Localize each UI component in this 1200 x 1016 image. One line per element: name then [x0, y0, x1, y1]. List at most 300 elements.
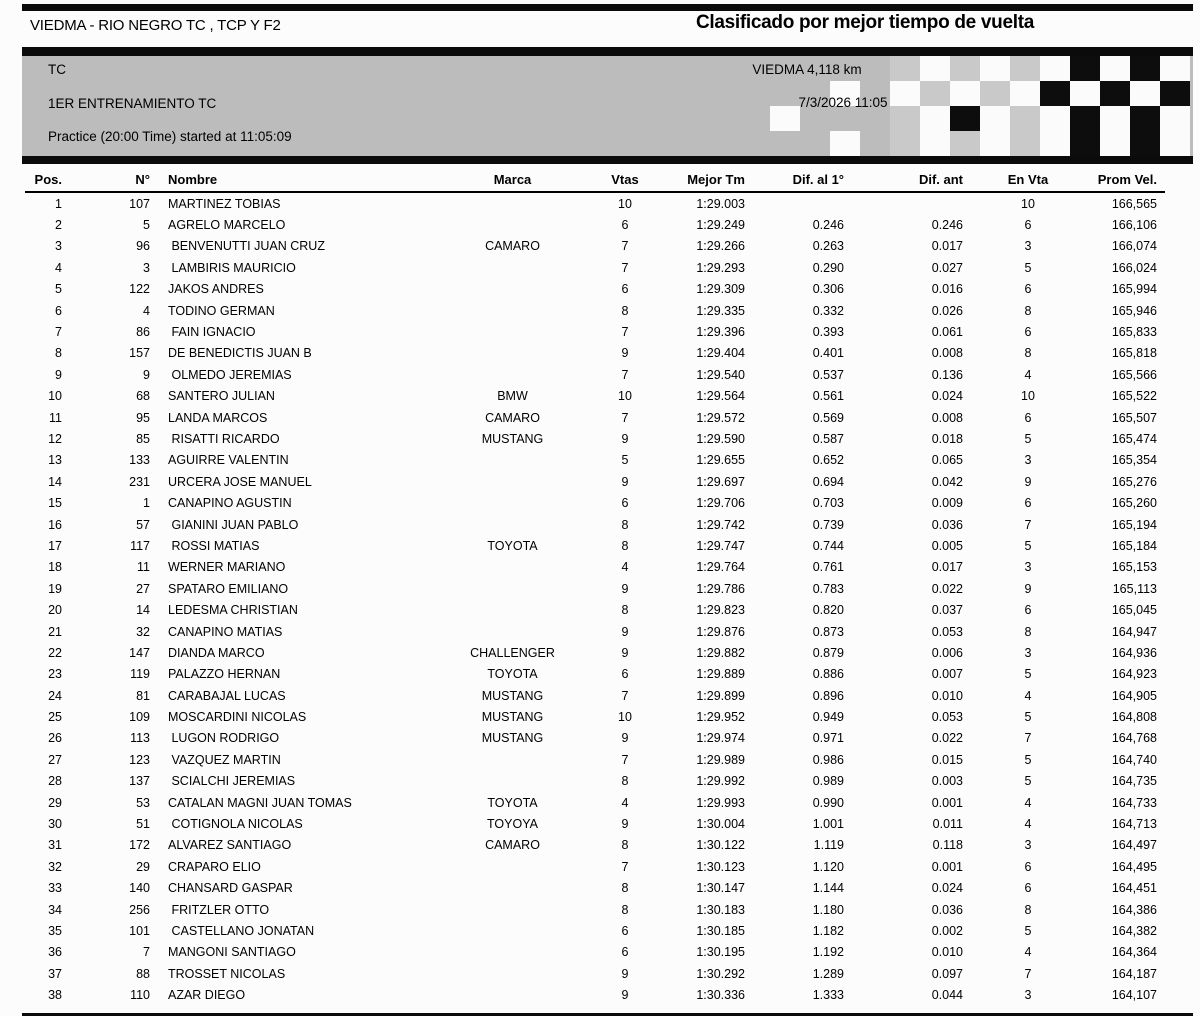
table-cell-dif-al-1: 0.971 — [812, 731, 844, 746]
table-cell-nombre: JAKOS ANDRES — [168, 282, 264, 297]
table-cell-nombre: AGUIRRE VALENTIN — [168, 453, 289, 468]
table-cell-mejor-tm: 1:29.540 — [696, 367, 745, 382]
table-cell-prom-vel: 165,113 — [1112, 581, 1157, 596]
table-cell-num: 123 — [129, 752, 150, 767]
table-cell-en-vta: 6 — [1024, 496, 1032, 511]
column-header-mejor-tm: Mejor Tm — [687, 172, 745, 187]
table-cell-prom-vel: 164,733 — [1111, 795, 1157, 810]
table-cell-vtas: 8 — [621, 774, 629, 789]
table-cell-nombre: MARTINEZ TOBIAS — [168, 196, 281, 211]
table-cell-nombre: WERNER MARIANO — [168, 560, 286, 575]
table-cell-vtas: 9 — [621, 817, 629, 832]
table-cell-num: 133 — [129, 453, 150, 468]
table-cell-marca: CAMARO — [485, 410, 540, 425]
table-cell-vtas: 7 — [621, 260, 629, 275]
table-row — [25, 792, 1165, 813]
flag-cell — [740, 131, 770, 156]
table-cell-vtas: 6 — [621, 282, 629, 297]
table-cell-mejor-tm: 1:30.147 — [696, 881, 745, 896]
table-cell-vtas: 9 — [621, 731, 629, 746]
table-cell-num: 96 — [136, 239, 150, 254]
table-cell-marca: TOYOTA — [487, 667, 538, 682]
table-cell-mejor-tm: 1:29.266 — [696, 239, 745, 254]
table-cell-dif-ant: 0.026 — [931, 303, 963, 318]
table-row — [25, 813, 1165, 834]
table-cell-pos: 23 — [48, 667, 62, 682]
flag-cell — [1130, 131, 1160, 156]
table-cell-pos: 26 — [48, 731, 62, 746]
flag-cell — [980, 56, 1010, 81]
flag-cell — [920, 131, 950, 156]
table-cell-nombre: FRITZLER OTTO — [168, 902, 270, 917]
table-cell-pos: 9 — [55, 367, 62, 382]
table-cell-mejor-tm: 1:29.993 — [696, 795, 745, 810]
table-cell-pos: 20 — [48, 603, 62, 618]
top-rule — [22, 4, 1193, 11]
flag-cell — [1040, 81, 1070, 106]
table-row — [25, 749, 1165, 770]
table-cell-pos: 27 — [48, 752, 62, 767]
table-cell-num: 122 — [129, 282, 150, 297]
table-cell-dif-al-1: 0.896 — [812, 688, 844, 703]
table-cell-mejor-tm: 1:30.004 — [696, 817, 745, 832]
table-row — [25, 386, 1165, 407]
table-cell-dif-al-1: 0.703 — [812, 496, 844, 511]
flag-cell — [1010, 56, 1040, 81]
table-cell-mejor-tm: 1:29.404 — [696, 346, 745, 361]
table-cell-vtas: 8 — [621, 517, 629, 532]
table-cell-en-vta: 5 — [1024, 710, 1032, 725]
table-cell-mejor-tm: 1:29.899 — [696, 688, 745, 703]
table-cell-num: 27 — [136, 581, 150, 596]
table-cell-vtas: 6 — [621, 667, 629, 682]
table-cell-prom-vel: 164,947 — [1111, 624, 1157, 639]
table-cell-mejor-tm: 1:30.195 — [696, 945, 745, 960]
table-cell-pos: 16 — [48, 517, 62, 532]
table-cell-en-vta: 7 — [1024, 966, 1032, 981]
table-cell-prom-vel: 164,451 — [1111, 881, 1157, 896]
table-cell-num: 119 — [130, 667, 150, 682]
table-cell-pos: 30 — [48, 817, 62, 832]
table-cell-prom-vel: 164,107 — [1111, 988, 1157, 1003]
flag-cell — [1040, 56, 1070, 81]
column-header-pos: Pos. — [34, 172, 62, 187]
table-cell-vtas: 6 — [621, 218, 629, 233]
table-cell-dif-ant: 0.008 — [931, 410, 963, 425]
table-cell-nombre: TROSSET NICOLAS — [168, 966, 286, 981]
table-cell-marca: CAMARO — [485, 838, 540, 853]
table-cell-vtas: 9 — [621, 645, 629, 660]
table-cell-vtas: 8 — [621, 603, 629, 618]
table-cell-en-vta: 4 — [1024, 795, 1032, 810]
table-cell-prom-vel: 165,184 — [1111, 538, 1157, 553]
table-cell-vtas: 9 — [621, 431, 629, 446]
table-cell-dif-al-1: 0.886 — [812, 667, 844, 682]
table-cell-marca: TOYOTA — [487, 538, 538, 553]
table-cell-pos: 21 — [48, 624, 62, 639]
table-cell-dif-al-1: 0.246 — [812, 218, 844, 233]
table-cell-dif-al-1: 0.986 — [812, 752, 844, 767]
table-cell-dif-al-1: 0.820 — [812, 603, 844, 618]
table-row — [25, 728, 1165, 749]
table-cell-num: 11 — [137, 560, 150, 575]
table-row — [25, 899, 1165, 920]
table-cell-dif-ant: 0.024 — [931, 389, 963, 404]
table-row — [25, 428, 1165, 449]
session-band — [22, 56, 1193, 156]
flag-cell — [1130, 81, 1160, 106]
flag-cell — [1040, 131, 1070, 156]
table-cell-prom-vel: 164,768 — [1111, 731, 1157, 746]
table-row — [25, 300, 1165, 321]
table-cell-nombre: SANTERO JULIAN — [168, 389, 275, 404]
table-row — [25, 214, 1165, 235]
table-cell-pos: 37 — [48, 966, 62, 981]
column-header-dif-al-1: Dif. al 1° — [792, 172, 844, 187]
table-cell-dif-al-1: 0.652 — [812, 453, 844, 468]
flag-cell — [1160, 106, 1190, 131]
table-cell-vtas: 9 — [621, 966, 629, 981]
table-row — [25, 450, 1165, 471]
table-cell-num: 110 — [130, 988, 150, 1003]
table-cell-pos: 3 — [55, 239, 62, 254]
table-cell-en-vta: 8 — [1024, 902, 1032, 917]
table-cell-dif-ant: 0.044 — [931, 988, 963, 1003]
table-cell-mejor-tm: 1:29.823 — [696, 603, 745, 618]
table-cell-prom-vel: 165,994 — [1111, 282, 1157, 297]
table-cell-pos: 35 — [48, 923, 62, 938]
table-cell-prom-vel: 166,565 — [1111, 196, 1157, 211]
table-cell-en-vta: 10 — [1021, 389, 1035, 404]
table-cell-en-vta: 6 — [1024, 410, 1032, 425]
table-cell-vtas: 6 — [621, 945, 629, 960]
table-cell-vtas: 5 — [621, 453, 629, 468]
flag-cell — [1130, 56, 1160, 81]
table-cell-dif-al-1: 0.949 — [812, 710, 844, 725]
table-cell-en-vta: 3 — [1024, 988, 1032, 1003]
table-cell-num: 101 — [129, 923, 150, 938]
table-cell-prom-vel: 164,364 — [1111, 945, 1157, 960]
session-name: 1ER ENTRENAMIENTO TC — [48, 96, 217, 111]
table-cell-dif-al-1: 0.990 — [812, 795, 844, 810]
table-cell-vtas: 7 — [621, 859, 629, 874]
table-cell-nombre: DIANDA MARCO — [168, 645, 265, 660]
table-cell-prom-vel: 164,382 — [1111, 923, 1157, 938]
table-cell-en-vta: 8 — [1024, 624, 1032, 639]
table-cell-nombre: MANGONI SANTIAGO — [168, 945, 296, 960]
table-cell-dif-al-1: 0.783 — [812, 581, 844, 596]
column-header-num: N° — [135, 172, 150, 187]
table-cell-dif-ant: 0.065 — [931, 453, 963, 468]
table-cell-en-vta: 7 — [1024, 517, 1032, 532]
table-cell-mejor-tm: 1:29.786 — [696, 581, 745, 596]
table-cell-prom-vel: 166,106 — [1111, 218, 1157, 233]
table-cell-num: 107 — [129, 196, 150, 211]
table-cell-num: 231 — [129, 474, 150, 489]
table-cell-en-vta: 3 — [1024, 838, 1032, 853]
table-cell-nombre: LANDA MARCOS — [168, 410, 268, 425]
table-cell-prom-vel: 165,566 — [1111, 367, 1157, 382]
flag-cell — [830, 131, 860, 156]
table-cell-en-vta: 5 — [1024, 260, 1032, 275]
table-row — [25, 514, 1165, 535]
table-cell-num: 1 — [143, 496, 150, 511]
flag-cell — [1100, 106, 1130, 131]
table-cell-en-vta: 6 — [1024, 282, 1032, 297]
table-cell-dif-ant: 0.022 — [931, 731, 963, 746]
table-cell-prom-vel: 165,522 — [1111, 389, 1157, 404]
table-cell-prom-vel: 165,474 — [1111, 431, 1157, 446]
table-cell-prom-vel: 164,713 — [1111, 817, 1157, 832]
table-cell-pos: 34 — [48, 902, 62, 917]
column-header-dif-ant: Dif. ant — [918, 172, 963, 187]
table-cell-prom-vel: 165,276 — [1111, 474, 1157, 489]
table-cell-dif-al-1: 1.119 — [813, 838, 844, 853]
table-cell-mejor-tm: 1:30.122 — [696, 838, 745, 853]
table-cell-dif-ant: 0.008 — [931, 346, 963, 361]
table-cell-mejor-tm: 1:29.572 — [696, 410, 745, 425]
table-cell-dif-al-1: 0.561 — [812, 389, 844, 404]
table-cell-en-vta: 9 — [1024, 474, 1032, 489]
flag-cell — [1160, 81, 1190, 106]
table-cell-en-vta: 6 — [1024, 218, 1032, 233]
table-cell-nombre: CASTELLANO JONATAN — [168, 923, 315, 938]
table-cell-vtas: 9 — [621, 988, 629, 1003]
table-cell-dif-al-1: 1.182 — [812, 923, 844, 938]
table-cell-vtas: 4 — [621, 795, 629, 810]
table-cell-dif-ant: 0.017 — [931, 239, 963, 254]
report-title: Clasificado por mejor tiempo de vuelta — [695, 12, 1035, 33]
table-cell-prom-vel: 164,735 — [1111, 774, 1157, 789]
table-cell-nombre: LUGON RODRIGO — [168, 731, 280, 746]
table-cell-marca: MUSTANG — [481, 731, 544, 746]
table-cell-dif-ant: 0.010 — [931, 688, 963, 703]
table-cell-en-vta: 6 — [1024, 881, 1032, 896]
table-row — [25, 706, 1165, 727]
table-cell-pos: 18 — [48, 560, 62, 575]
table-cell-mejor-tm: 1:29.989 — [696, 752, 745, 767]
table-cell-nombre: CHANSARD GASPAR — [168, 881, 293, 896]
flag-cell — [1010, 106, 1040, 131]
table-cell-nombre: LAMBIRIS MAURICIO — [168, 260, 296, 275]
table-cell-dif-ant: 0.024 — [931, 881, 963, 896]
table-cell-pos: 28 — [48, 774, 62, 789]
table-cell-dif-al-1: 0.263 — [812, 239, 844, 254]
table-cell-dif-al-1: 0.306 — [812, 282, 844, 297]
table-row — [25, 771, 1165, 792]
table-cell-en-vta: 8 — [1024, 346, 1032, 361]
table-cell-pos: 22 — [48, 645, 62, 660]
table-row — [25, 835, 1165, 856]
table-cell-pos: 5 — [55, 282, 62, 297]
table-cell-num: 117 — [130, 538, 150, 553]
table-cell-en-vta: 3 — [1024, 453, 1032, 468]
table-cell-pos: 15 — [48, 496, 62, 511]
table-cell-dif-ant: 0.005 — [931, 538, 963, 553]
table-cell-nombre: FAIN IGNACIO — [168, 325, 256, 340]
table-cell-pos: 14 — [48, 474, 62, 489]
table-row — [25, 685, 1165, 706]
table-cell-prom-vel: 165,260 — [1111, 496, 1157, 511]
table-cell-mejor-tm: 1:29.974 — [696, 731, 745, 746]
table-cell-dif-ant: 0.022 — [931, 581, 963, 596]
table-cell-dif-al-1: 1.180 — [812, 902, 844, 917]
table-cell-dif-ant: 0.136 — [931, 367, 963, 382]
table-cell-en-vta: 5 — [1024, 752, 1032, 767]
table-cell-vtas: 8 — [621, 838, 629, 853]
table-cell-dif-ant: 0.003 — [931, 774, 963, 789]
table-row — [25, 578, 1165, 599]
category-label: TC — [48, 62, 66, 77]
table-cell-pos: 7 — [55, 325, 62, 340]
table-row — [25, 492, 1165, 513]
table-cell-nombre: CANAPINO MATIAS — [168, 624, 283, 639]
flag-cell — [950, 81, 980, 106]
table-cell-mejor-tm: 1:29.396 — [696, 325, 745, 340]
table-cell-mejor-tm: 1:29.249 — [696, 218, 745, 233]
table-cell-prom-vel: 164,905 — [1111, 688, 1157, 703]
table-cell-vtas: 10 — [618, 196, 632, 211]
table-cell-dif-al-1: 0.694 — [812, 474, 844, 489]
table-cell-nombre: MOSCARDINI NICOLAS — [168, 710, 307, 725]
table-cell-mejor-tm: 1:29.882 — [696, 645, 745, 660]
table-cell-prom-vel: 165,045 — [1111, 603, 1157, 618]
table-cell-nombre: ROSSI MATIAS — [168, 538, 260, 553]
table-cell-dif-ant: 0.009 — [931, 496, 963, 511]
table-cell-pos: 32 — [48, 859, 62, 874]
table-cell-prom-vel: 164,923 — [1111, 667, 1157, 682]
table-cell-num: 88 — [136, 966, 150, 981]
table-cell-dif-ant: 0.001 — [931, 795, 963, 810]
table-cell-en-vta: 4 — [1024, 817, 1032, 832]
table-cell-num: 81 — [136, 688, 150, 703]
table-cell-nombre: RISATTI RICARDO — [168, 431, 280, 446]
table-cell-dif-ant: 0.007 — [931, 667, 963, 682]
session-datetime: 7/3/2026 11:05 — [798, 95, 888, 110]
classification-table — [25, 168, 1165, 1006]
table-cell-mejor-tm: 1:29.764 — [696, 560, 745, 575]
table-cell-en-vta: 3 — [1024, 239, 1032, 254]
table-cell-vtas: 9 — [621, 474, 629, 489]
event-title: VIEDMA - RIO NEGRO TC , TCP Y F2 — [30, 17, 281, 34]
table-cell-num: 57 — [136, 517, 150, 532]
band-bottom-rule — [22, 156, 1193, 164]
table-row — [25, 471, 1165, 492]
table-cell-nombre: GIANINI JUAN PABLO — [168, 517, 299, 532]
table-cell-num: 53 — [136, 795, 150, 810]
flag-cell — [1070, 81, 1100, 106]
table-cell-num: 5 — [143, 218, 150, 233]
table-row — [25, 557, 1165, 578]
table-cell-mejor-tm: 1:29.992 — [696, 774, 745, 789]
flag-cell — [1010, 81, 1040, 106]
table-cell-en-vta: 4 — [1024, 945, 1032, 960]
table-cell-dif-al-1: 1.120 — [812, 859, 844, 874]
table-cell-dif-al-1: 0.989 — [812, 774, 844, 789]
table-cell-prom-vel: 165,153 — [1111, 560, 1157, 575]
table-cell-dif-al-1: 1.192 — [812, 945, 844, 960]
table-cell-en-vta: 5 — [1024, 667, 1032, 682]
column-header-prom-vel: Prom Vel. — [1097, 172, 1157, 187]
table-cell-pos: 11 — [49, 410, 62, 425]
table-cell-vtas: 7 — [621, 325, 629, 340]
session-info: Practice (20:00 Time) started at 11:05:09 — [48, 129, 292, 144]
table-cell-dif-al-1: 0.393 — [812, 325, 844, 340]
table-cell-vtas: 8 — [621, 902, 629, 917]
table-cell-dif-al-1: 0.587 — [812, 431, 844, 446]
table-cell-num: 147 — [129, 645, 150, 660]
table-cell-dif-al-1: 0.401 — [812, 346, 844, 361]
table-row — [25, 343, 1165, 364]
table-cell-dif-ant: 0.027 — [931, 260, 963, 275]
table-row — [25, 942, 1165, 963]
table-cell-num: 7 — [143, 945, 150, 960]
table-cell-mejor-tm: 1:30.336 — [696, 988, 745, 1003]
table-cell-num: 86 — [136, 325, 150, 340]
flag-cell — [1100, 56, 1130, 81]
table-cell-nombre: SPATARO EMILIANO — [168, 581, 289, 596]
table-cell-dif-ant: 0.037 — [931, 603, 963, 618]
table-cell-nombre: CRAPARO ELIO — [168, 859, 261, 874]
table-cell-dif-ant: 0.053 — [931, 624, 963, 639]
table-cell-vtas: 10 — [618, 389, 632, 404]
table-cell-pos: 25 — [48, 710, 62, 725]
table-cell-num: 51 — [136, 817, 150, 832]
table-cell-num: 29 — [136, 859, 150, 874]
table-cell-en-vta: 5 — [1024, 431, 1032, 446]
table-cell-nombre: BENVENUTTI JUAN CRUZ — [168, 239, 325, 254]
table-cell-vtas: 9 — [621, 581, 629, 596]
table-row — [25, 535, 1165, 556]
table-cell-prom-vel: 164,740 — [1111, 752, 1157, 767]
table-cell-nombre: CARABAJAL LUCAS — [168, 688, 286, 703]
column-header-en-vta: En Vta — [1007, 172, 1049, 187]
table-cell-num: 256 — [129, 902, 150, 917]
table-cell-mejor-tm: 1:29.293 — [696, 260, 745, 275]
table-cell-dif-al-1: 1.289 — [812, 966, 844, 981]
table-cell-en-vta: 7 — [1024, 731, 1032, 746]
table-cell-marca: TOYOYA — [487, 817, 538, 832]
table-cell-dif-ant: 0.097 — [931, 966, 963, 981]
flag-cell — [1010, 131, 1040, 156]
table-cell-vtas: 4 — [621, 560, 629, 575]
table-cell-vtas: 8 — [621, 538, 629, 553]
table-cell-prom-vel: 165,507 — [1111, 410, 1157, 425]
table-cell-en-vta: 6 — [1024, 603, 1032, 618]
table-cell-prom-vel: 165,833 — [1111, 325, 1157, 340]
table-cell-num: 140 — [129, 881, 150, 896]
table-row — [25, 963, 1165, 984]
table-cell-num: 157 — [129, 346, 150, 361]
table-cell-prom-vel: 164,936 — [1111, 645, 1157, 660]
table-cell-prom-vel: 164,187 — [1111, 966, 1157, 981]
table-cell-nombre: URCERA JOSE MANUEL — [168, 474, 312, 489]
table-cell-pos: 10 — [48, 389, 62, 404]
table-cell-mejor-tm: 1:30.185 — [696, 923, 745, 938]
table-cell-pos: 19 — [48, 581, 62, 596]
table-cell-vtas: 10 — [618, 710, 632, 725]
table-cell-mejor-tm: 1:30.183 — [696, 902, 745, 917]
table-cell-en-vta: 10 — [1021, 196, 1035, 211]
table-cell-pos: 29 — [48, 795, 62, 810]
table-cell-vtas: 6 — [621, 923, 629, 938]
table-cell-mejor-tm: 1:29.697 — [696, 474, 745, 489]
table-cell-mejor-tm: 1:29.742 — [696, 517, 745, 532]
table-cell-dif-ant: 0.036 — [931, 902, 963, 917]
table-cell-en-vta: 6 — [1024, 325, 1032, 340]
track-length-label: VIEDMA 4,118 km — [752, 62, 862, 77]
table-cell-nombre: DE BENEDICTIS JUAN B — [168, 346, 312, 361]
